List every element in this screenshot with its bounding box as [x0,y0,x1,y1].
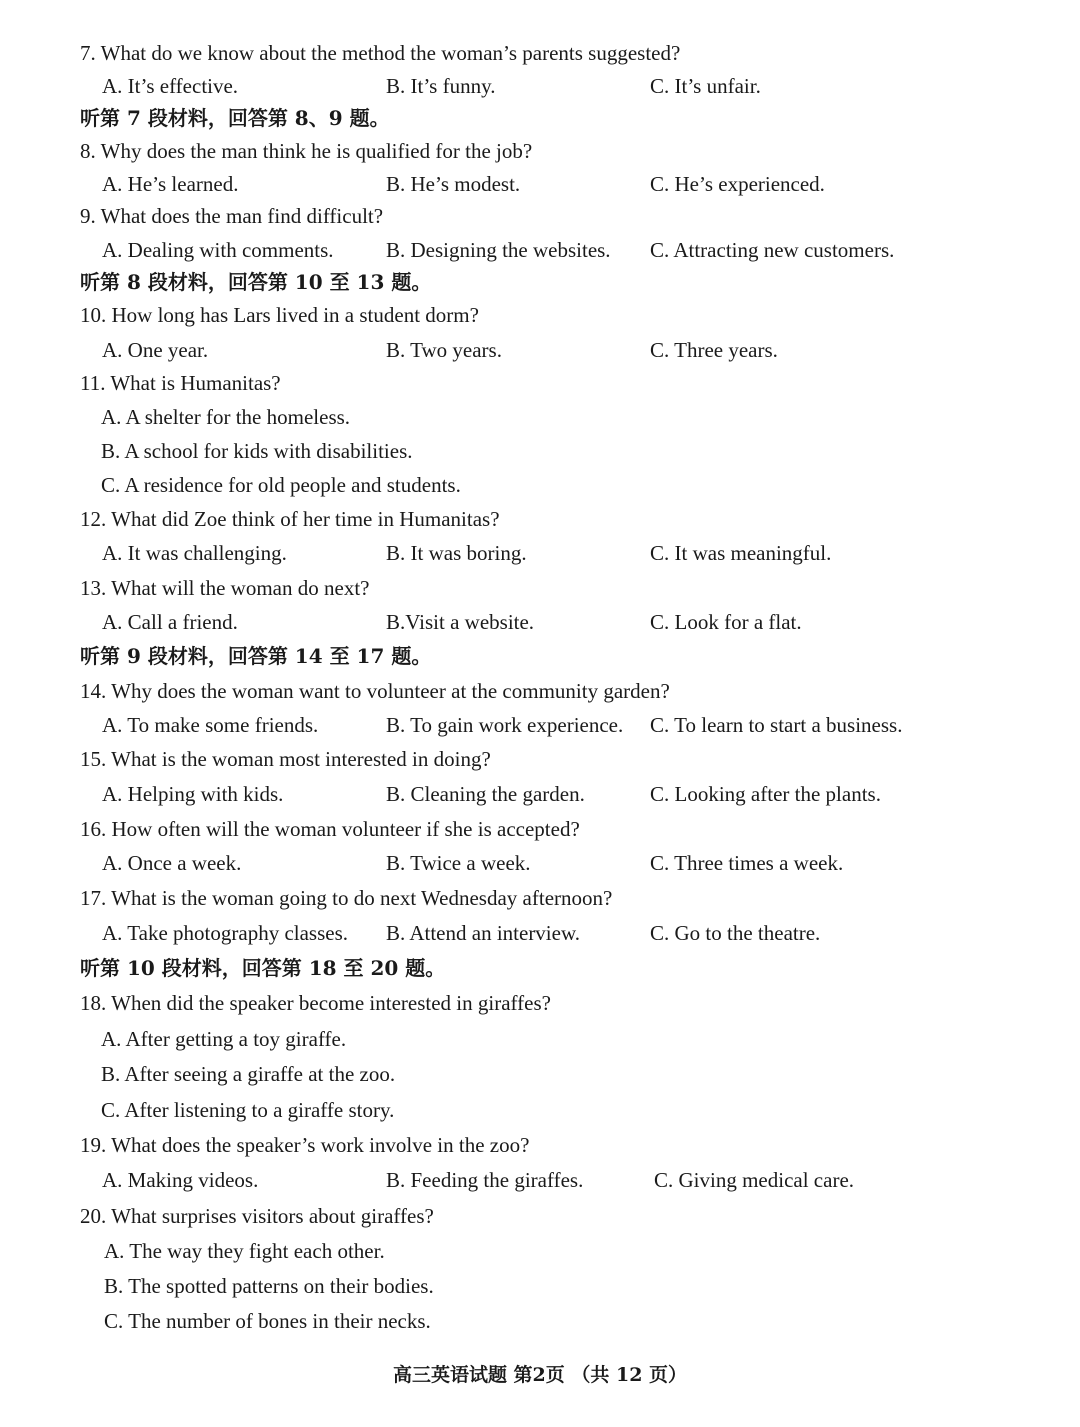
option-a: A. Once a week. [102,851,242,875]
question-11: 11. What is Humanitas? [80,371,281,395]
question-16: 16. How often will the woman volunteer if she is accepted? [80,817,580,841]
option-a: A. Making videos. [102,1168,259,1192]
option-c: C. Looking after the plants. [650,782,881,806]
option-a: A. Helping with kids. [102,782,284,806]
option-b: B. He’s modest. [386,172,521,196]
question-18: 18. When did the speaker become interested in giraffes? [80,991,551,1015]
option-b: B. Two years. [386,338,502,362]
section-heading-8: 听第 8 段材料，回答第 10 至 13 题。 [80,270,432,294]
question-20-option-a: A. The way they fight each other. [104,1239,385,1263]
question-12: 12. What did Zoe think of her time in Humanitas? [80,507,500,531]
question-11-option-b: B. A school for kids with disabilities. [101,439,413,463]
question-11-option-c: C. A residence for old people and students. [101,473,461,497]
option-b: B. It’s funny. [386,74,496,98]
option-c: C. Giving medical care. [654,1168,855,1192]
option-a: A. To make some friends. [102,713,319,737]
option-b: B. Designing the websites. [386,238,611,262]
question-20-option-b: B. The spotted patterns on their bodies. [104,1274,434,1298]
question-19: 19. What does the speaker’s work involve in the zoo? [80,1133,530,1157]
option-c: C. Three times a week. [650,851,844,875]
option-c: C. Attracting new customers. [650,238,895,262]
question-14: 14. Why does the woman want to volunteer at the community garden? [80,679,670,703]
option-b: B. Attend an interview. [386,921,581,945]
question-9: 9. What does the man find difficult? [80,204,384,228]
option-a: A. It’s effective. [102,74,239,98]
question-10: 10. How long has Lars lived in a student dorm? [80,303,479,327]
option-c: C. He’s experienced. [650,172,825,196]
option-b: B. Cleaning the garden. [386,782,585,806]
option-c: C. It was meaningful. [650,541,832,565]
question-7: 7. What do we know about the method the woman’s parents suggested? [80,41,681,65]
question-8: 8. Why does the man think he is qualified for the job? [80,139,533,163]
question-20-option-c: C. The number of bones in their necks. [104,1309,431,1333]
page-footer: 高三英语试题 第2页 （共 12 页） [392,1364,688,1386]
option-b: B. To gain work experience. [386,713,624,737]
option-a: A. It was challenging. [102,541,287,565]
option-b: B. Twice a week. [386,851,531,875]
option-b: B. Feeding the giraffes. [386,1168,584,1192]
option-c: C. Three years. [650,338,778,362]
question-13: 13. What will the woman do next? [80,576,370,600]
option-c: C. Go to the theatre. [650,921,821,945]
question-17: 17. What is the woman going to do next Wednesday afternoon? [80,886,613,910]
question-15: 15. What is the woman most interested in doing? [80,747,491,771]
option-a: A. One year. [102,338,209,362]
question-11-option-a: A. A shelter for the homeless. [101,405,351,429]
option-c: C. Look for a flat. [650,610,802,634]
question-18-option-a: A. After getting a toy giraffe. [101,1027,347,1051]
option-c: C. It’s unfair. [650,74,761,98]
section-heading-7: 听第 7 段材料，回答第 8、9 题。 [80,106,390,130]
option-b: B.Visit a website. [386,610,535,634]
option-b: B. It was boring. [386,541,527,565]
option-a: A. Take photography classes. [102,921,349,945]
option-a: A. He’s learned. [102,172,239,196]
section-heading-10: 听第 10 段材料，回答第 18 至 20 题。 [80,956,446,980]
question-18-option-c: C. After listening to a giraffe story. [101,1098,395,1122]
question-18-option-b: B. After seeing a giraffe at the zoo. [101,1062,396,1086]
section-heading-9: 听第 9 段材料，回答第 14 至 17 题。 [80,644,432,668]
option-a: A. Call a friend. [102,610,238,634]
question-20: 20. What surprises visitors about giraffes? [80,1204,434,1228]
option-a: A. Dealing with comments. [102,238,334,262]
option-c: C. To learn to start a business. [650,713,903,737]
